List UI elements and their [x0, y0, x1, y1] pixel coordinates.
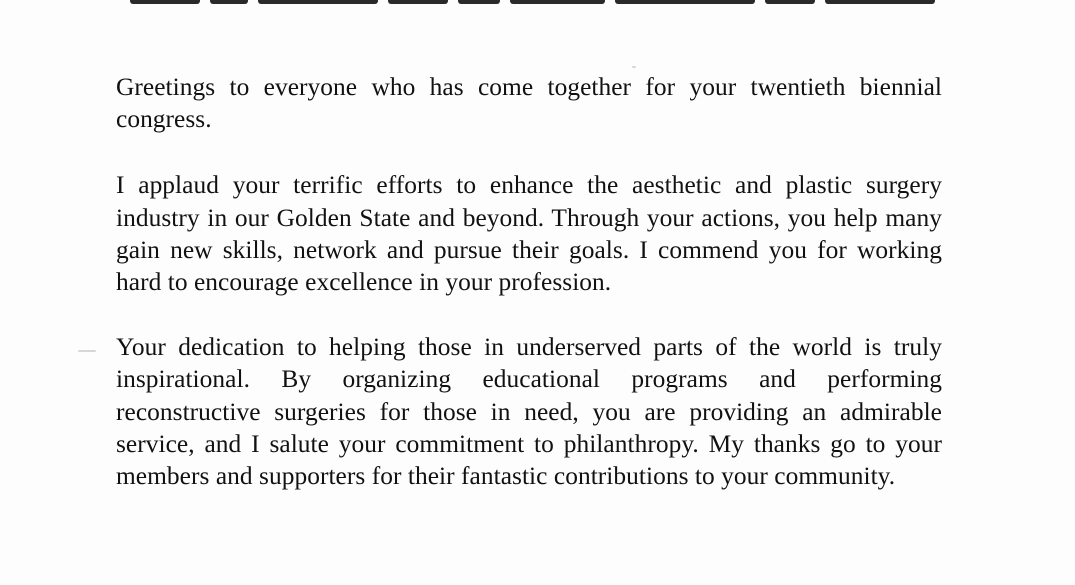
paragraph-dedication: Your dedication to helping those in underserved parts of the world is truly inspirational. By organizing educational programs and performing reconstructive surgeries for those in need, you are providing an admirable service, and I salute your commitment to philanthropy. My thanks go to your members and supporters for their fantastic contributions to your community.: [116, 333, 942, 491]
cropped-heading: [130, 0, 960, 4]
scan-speck: [78, 350, 96, 352]
paragraph-applause: I applaud your terrific efforts to enhance the aesthetic and plastic surgery industry in our Golden State and beyond. Through your actions, you help many gain new skills, network and pursue their goals. I commend you for working hard to encourage excellence in your profession.: [116, 171, 942, 297]
letter-body: [116, 71, 942, 526]
scan-speck: [632, 66, 636, 68]
paragraph-greeting: Greetings to everyone who has come together for your twentieth biennial congress.: [116, 73, 942, 134]
